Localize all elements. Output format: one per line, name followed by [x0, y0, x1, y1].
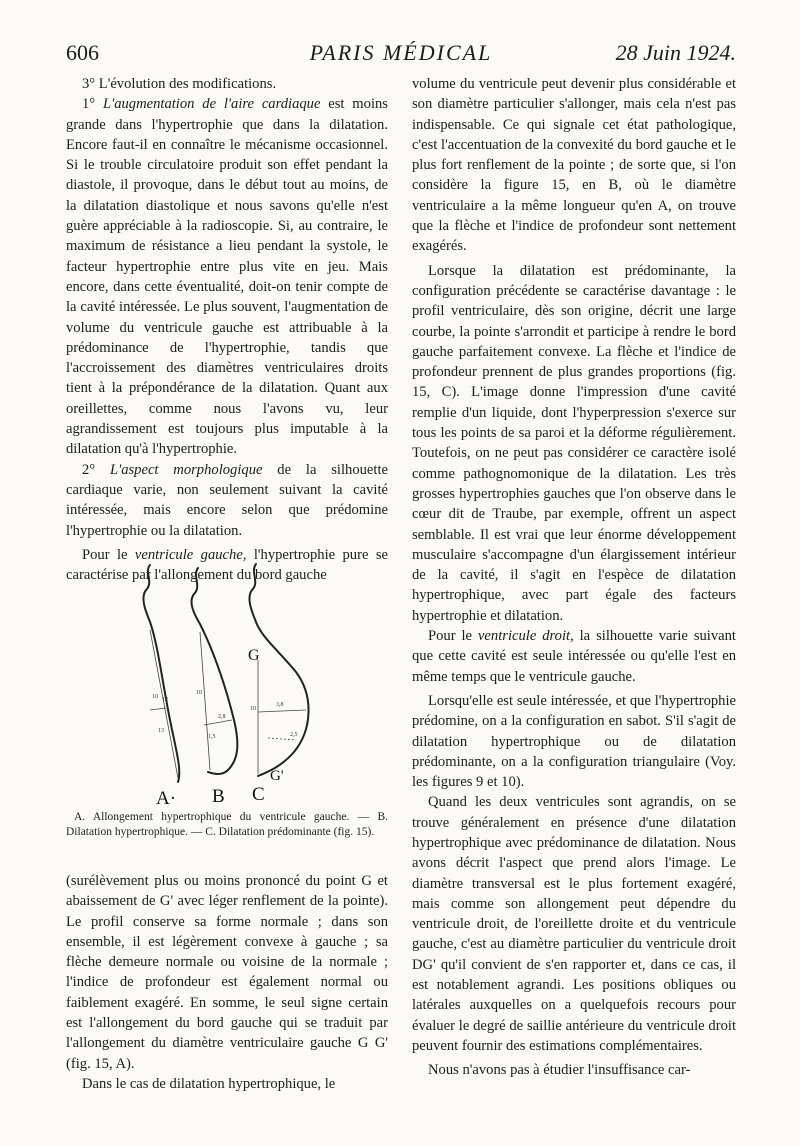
page-header: [66, 40, 736, 66]
diameter-a: [150, 630, 178, 778]
paragraph: Dans le cas de dilatation hypertrophique, le: [82, 1075, 336, 1092]
figure-caption: A. Allongement hypertrophique du ventricule gauche. — B. Dilatation hypertrophique. — C. Dilatation prédominante (fig. 15).: [66, 811, 388, 838]
diameter-b: [200, 632, 210, 770]
issue-date: 28 Juin 1924.: [615, 40, 736, 65]
arrow-a: [150, 708, 166, 710]
paragraph: Pour le ventricule gauche, l'hypertrophie pure se caractérise par l'allongement du bord gauche: [66, 546, 388, 584]
paragraph: Lorsqu'elle est seule intéressée, et que l'hypertrophie prédomine, on a la configuration en sabot. S'il s'agit de dilatation hypertrophique ou de dilatation prédominante, on a la configuration triangulaire (Voy. les figures 9 et 10).: [412, 692, 736, 791]
fig-number: 2,8: [218, 714, 226, 720]
depth-c: [268, 738, 296, 740]
arrow-b: [204, 720, 232, 725]
paragraph: Nous n'avons pas à étudier l'insuffisance car-: [428, 1062, 691, 1079]
profile-b-curve: [192, 568, 238, 774]
fig-number: 13: [158, 728, 164, 734]
ventricle-profiles-drawing: [100, 560, 360, 810]
label-g-prime: G': [270, 768, 284, 784]
paragraph: (surélèvement plus ou moins prononcé du point G et abaissement de G' avec léger renflement de la pointe). Le profil conserve sa forme normale ; dans son ensemble, il est légèrement convexe à gauche ; sa flèche demeure normale ou voisine de la normale ; l'indice de profondeur est également normal ou faiblement exagéré. En somme, le seul signe certain est l'allongement du bord gauche qui se traduit par l'allongement du diamètre ventriculaire gauche G G' (fig. 15, A).: [66, 873, 388, 1072]
right-column: [412, 74, 736, 1081]
paragraph: Pour le ventricule droit, la silhouette varie suivant que cette cavité est seule intéressée ou qu'elle l'est en même temps que le ventricule gauche.: [412, 628, 736, 685]
label-g: G: [248, 647, 260, 664]
fig-number: 2,5: [290, 732, 298, 738]
figure-15: [100, 560, 360, 810]
paragraph: 2° L'aspect morphologique de la silhouette cardiaque varie, non seulement suivant la cavité intéressée, mais encore selon que prédomine l'hypertrophie ou la dilatation.: [66, 461, 388, 539]
arrow-c: [258, 710, 306, 712]
paragraph: Lorsque la dilatation est prédominante, la configuration précédente se caractérise davantage : le profil ventriculaire, dès son origine, décrit une large courbe, la pointe s'arrondit et participe à rendre le bord gauche parfaitement convexe. La flèche et l'indice de profondeur prennent de plus grandes proportions (fig. 15, C). L'image donne l'impression d'une cavité remplie d'un liquide, dont l'hyperpression s'exerce sur tous les points de sa paroi et la déforme régulièrement. Toutefois, on ne peut pas considérer ce caractère isolé comme pathognomonique de la dilatation. Les très grosses hypertrophies gauches que l'on observe dans le cœur dit de Traube, par exemple, offrent un aspect semblable. Il est vrai que leur énorme développement musculaire s'accompagne d'un élargissement intérieur de la cavité, il s'agit en l'espèce de dilatation hypertrophique, avec part égale des facteurs hypertrophie et dilatation.: [412, 262, 736, 624]
label-b: B: [212, 786, 225, 807]
left-column-bottom: [66, 871, 388, 1094]
fig-number: 10: [196, 690, 202, 696]
label-a: A·: [156, 788, 177, 809]
label-c: C: [252, 784, 265, 805]
fig-number: 3,8: [276, 702, 284, 708]
fig-number: 12: [162, 697, 168, 703]
paragraph: 1° L'augmentation de l'aire cardiaque est moins grande dans l'hypertrophie que dans la dilatation. Encore faut-il en connaître le mécanisme occasionnel. Si le trouble circulatoire produit son effet pendant la diastole, il provoque, dans le début tout au moins, de la dilatation diastolique et nous savons qu'elle n'est guère appréciable à la radioscopie. Si, au contraire, le maximum de résistance a lieu pendant la systole, le facteur hypertrophie entre plus vite en jeu. Mais encore, dans cette éventualité, doit-on tenir compte de la cavité intéressée. Le plus souvent, l'augmentation de volume du ventricule gauche est attribuable à la prédominance de l'hypertrophie, tandis que l'accroissement des diamètres ventriculaires droits tient à la prépondérance de la dilatation. Quant aux oreillettes, comme nous l'avons vu, leur agrandissement est toujours plus imputable à la dilatation qu'à l'hypertrophie.: [66, 96, 388, 458]
fig-number: 10: [152, 694, 158, 700]
paragraph: Quand les deux ventricules sont agrandis, on se trouve généralement en présence d'une dilatation hypertrophique avec prédominance de dilatation. Nous avons décrit l'aspect que prend alors l'image. Le diamètre transversal est le plus fortement exagéré, mais comme son allongement peut dépendre du ventricule droit, de l'oreillette droite et du ventricule gauche, c'est au diamètre particulier du ventricule droit DG' qu'il convient de s'en rapporter et, dans ce cas, il est notablement agrandi. Les positions obliques ou latérales auxquelles on a quelquefois recours pour évaluer le degré de saillie antérieure du ventricule droit peuvent fournir des estimations complémentaires.: [412, 794, 736, 1054]
fig-number: 1,5: [208, 734, 216, 740]
paragraph: volume du ventricule peut devenir plus considérable et son diamètre particulier s'allonger, mais cela n'est pas indispensable. Ce qui signale cet état pathologique, c'est l'accentuation de la convexité du bord gauche et le plus fort renflement de la pointe ; de sorte que, si l'on considère la figure 15, en B, où le diamètre ventriculaire a la même longueur qu'en A, on trouve que la flèche et l'indice de profondeur sont nettement exagérés.: [412, 76, 736, 255]
fig-number: 10: [250, 706, 256, 712]
profile-a-curve: [143, 565, 179, 782]
page-number: 606: [66, 40, 99, 65]
section-heading: 3° L'évolution des modifications.: [82, 76, 277, 92]
journal-title: PARIS MÉDICAL: [309, 40, 493, 65]
left-column-top: [66, 74, 388, 585]
